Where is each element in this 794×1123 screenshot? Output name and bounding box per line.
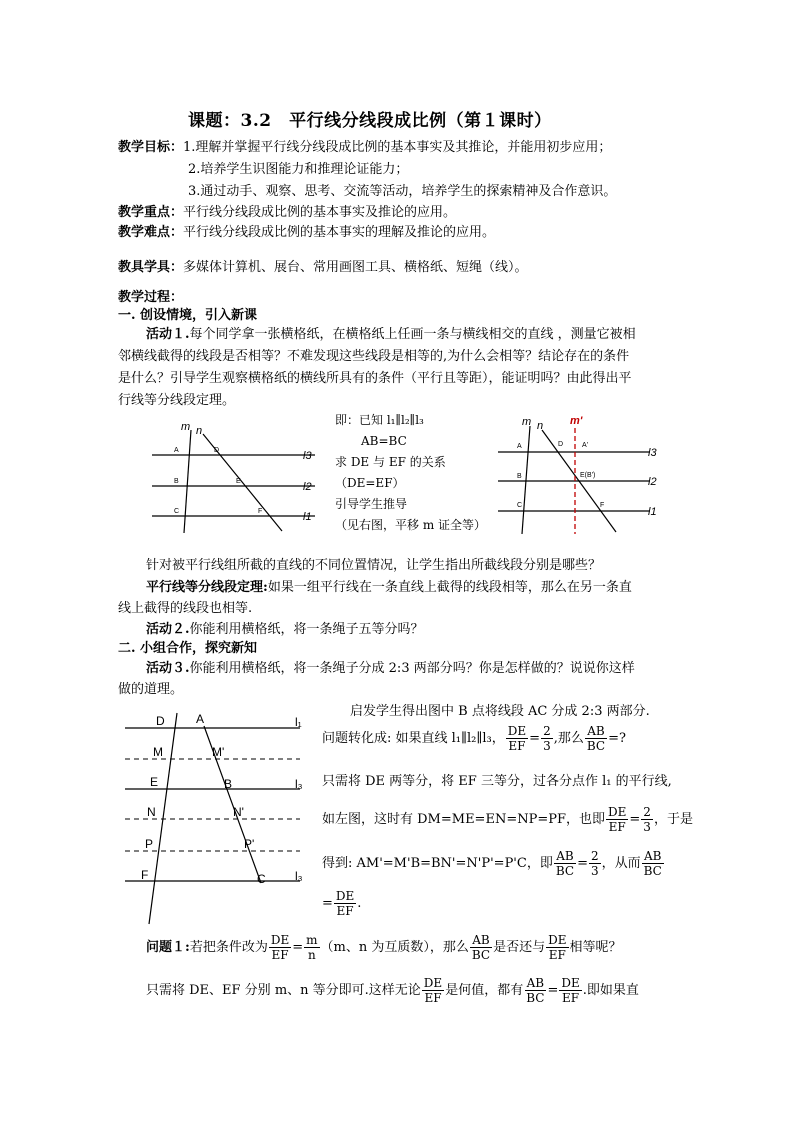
- fraction-den: BC: [586, 739, 606, 753]
- note-hint: （见右图，平移 m 证全等）: [335, 518, 487, 532]
- fig1-label-l2: l2: [303, 481, 312, 493]
- fig3-label-n: N: [147, 805, 156, 819]
- fraction-num: AB: [556, 849, 574, 863]
- fig2-label-e-b-prime: E(B'): [580, 472, 596, 479]
- fig3-label-m: M: [153, 745, 163, 759]
- fig2-label-m-prime: m': [570, 415, 583, 427]
- fraction-de-ef: [506, 724, 528, 753]
- difficulty-label: 教学难点：: [118, 225, 184, 240]
- fig3-label-b: B: [224, 777, 233, 791]
- goals-item-3: 3.通过动手、观察、思考、交流等活动，培养学生的探索精神及合作意识。: [188, 184, 617, 199]
- equals-sign: =: [629, 811, 641, 827]
- question-1-label: 问题１:: [146, 939, 190, 955]
- equals-sign: =: [577, 855, 588, 871]
- fraction-num: DE: [548, 933, 567, 947]
- fig3-label-p-prime: P': [244, 837, 255, 851]
- fraction-ab-bc: [642, 849, 664, 878]
- fraction-num: 2: [590, 849, 599, 863]
- equals-sign: =: [529, 730, 541, 746]
- activity-3-text-1: 你能利用横格纸，将一条绳子分成 2:3 两部分吗？你是怎样做的？说说你这样: [189, 661, 635, 676]
- theorem-text-1: 如果一组平行线在一条直线上截得的线段相等，那么在另一条直: [267, 580, 632, 595]
- fraction-den: EF: [548, 948, 566, 962]
- fraction-ab-bc: [554, 849, 576, 878]
- fraction-num: DE: [608, 805, 627, 819]
- fraction-2-3: [589, 849, 601, 878]
- fraction-den: BC: [643, 864, 662, 878]
- note-answer: （DE=EF）: [335, 476, 405, 490]
- tools-label: 教具学具：: [118, 260, 184, 275]
- note-given: 即：已知 l₁∥l₂∥l₃: [335, 413, 424, 427]
- fig2-label-l2: l2: [648, 476, 657, 488]
- fraction-num: 2: [543, 724, 551, 738]
- explain-obtain: 得到: AM'=M'B=BN'=N'P'=P'C，即: [322, 855, 553, 871]
- fig3-label-l1: l₁: [295, 715, 302, 729]
- last-text-b: 是何值，都有: [445, 982, 524, 998]
- fig3-label-l3-lower: l₃: [295, 869, 303, 883]
- fraction-num: 2: [643, 805, 651, 819]
- fraction-m-n: [304, 933, 319, 962]
- fig2-label-d: D: [558, 441, 564, 448]
- fraction-den: EF: [508, 739, 526, 753]
- fraction-2-3: [641, 805, 653, 834]
- explain-then: ,那么: [553, 730, 584, 746]
- explain-line-5: [322, 849, 665, 878]
- cases-paragraph: 针对被平行线组所截的直线的不同位置情况，让学生指出所截线段分别是哪些？: [146, 558, 602, 573]
- fraction-de-ef: [606, 805, 628, 834]
- activity-1-label: 活动１.: [146, 327, 190, 342]
- fig3-label-c: C: [257, 872, 266, 886]
- fraction-den: EF: [608, 820, 626, 834]
- goals-item-1: 1.理解并掌握平行线分线段成比例的基本事实及其推论，并能用初步应用；: [183, 140, 612, 155]
- fraction-den: BC: [471, 948, 491, 962]
- fig1-label-f: F: [258, 508, 263, 515]
- activity-2: [146, 620, 424, 640]
- equals-sign: =: [547, 982, 559, 998]
- question-1-text-c: （m、n 为互质数），那么: [320, 939, 469, 955]
- question-1-text-d: 是否还与: [493, 939, 546, 955]
- activity-3-line-1: [146, 659, 635, 679]
- fraction-num: AB: [644, 849, 662, 863]
- period: .: [357, 895, 362, 911]
- key-point-text: 平行线分线段成比例的基本事实及推论的应用。: [183, 205, 457, 220]
- fraction-den: EF: [336, 904, 354, 918]
- fraction-de-ef: [559, 976, 581, 1005]
- fig1-label-d: D: [214, 447, 220, 454]
- activity-2-text: 你能利用横格纸，将一条绳子五等分吗？: [189, 622, 424, 637]
- goals-label: 教学目标：: [118, 140, 184, 155]
- explain-line-2: [322, 724, 626, 753]
- fraction-den: EF: [561, 991, 580, 1005]
- explain-equal-segments: 如左图，这时有 DM=ME=EN=NP=PF，也即: [322, 811, 605, 827]
- last-line: [146, 976, 639, 1005]
- fig2-label-b: B: [517, 473, 522, 480]
- fraction-de-ef: [546, 933, 568, 962]
- theorem-line-1: [146, 578, 632, 598]
- fraction-num: m: [306, 933, 318, 947]
- fig1-label-n: n: [196, 425, 203, 437]
- fraction-num: AB: [526, 976, 545, 990]
- fig2-label-l3: l3: [648, 447, 657, 459]
- equals-sign: =: [292, 939, 304, 955]
- fraction-den: 3: [543, 739, 551, 753]
- fig3-label-p: P: [145, 837, 154, 851]
- question-1-text-e: 相等呢？: [569, 939, 622, 955]
- fraction-num: AB: [587, 724, 605, 738]
- fraction-num: DE: [423, 976, 443, 990]
- fraction-ab-bc: [524, 976, 546, 1005]
- tools: [118, 258, 528, 278]
- fraction-ab-bc: [470, 933, 492, 962]
- fig3-label-n-prime: N': [233, 805, 244, 819]
- figure-parallel-lines-1: [140, 415, 330, 535]
- fig3-label-e: E: [150, 775, 159, 789]
- last-text-d: .即如果直: [582, 982, 639, 998]
- fig1-label-b: B: [174, 478, 179, 485]
- fig3-label-l3-upper: l₃: [295, 777, 303, 791]
- fraction-num: DE: [507, 724, 527, 738]
- fraction-de-ef: [422, 976, 444, 1005]
- last-text-a: 只需将 DE、EF 分别 m、n 等分即可.这样无论: [146, 982, 421, 998]
- fraction-den: 3: [643, 820, 651, 834]
- figure-segment-division: [120, 708, 315, 926]
- fraction-num: DE: [270, 933, 290, 947]
- activity-2-label: 活动２.: [146, 622, 190, 637]
- fig2-label-a: A: [517, 443, 522, 450]
- note-find: 求 DE 与 EF 的关系: [335, 455, 446, 469]
- figure-parallel-lines-2: [490, 410, 670, 535]
- fig1-label-l1: l1: [303, 511, 312, 523]
- fig1-label-l3: l3: [303, 450, 312, 462]
- difficulty-text: 平行线分线段成比例的基本事实的理解及推论的应用。: [183, 225, 496, 240]
- explain-thus: ，于是: [653, 811, 693, 827]
- question-1: [146, 933, 622, 962]
- difficulty: [118, 223, 495, 243]
- key-point: [118, 203, 456, 223]
- fig2-label-n: n: [537, 420, 544, 432]
- section-2-heading: 二. 小组合作，探究新知: [118, 641, 258, 656]
- goals-line-1: [118, 138, 611, 158]
- fraction-den: EF: [424, 991, 442, 1005]
- activity-1-line-1: [146, 325, 636, 345]
- page-title: 课题：3.2 平行线分线段成比例（第１课时）: [188, 111, 552, 131]
- activity-1-line-3: 是什么？引导学生观察横格纸的横线所具有的条件（平行且等距），能证明吗？由此得出平: [118, 371, 632, 386]
- fraction-den: EF: [271, 948, 289, 962]
- fraction-de-ef: [269, 933, 291, 962]
- explain-hence: ，从而: [601, 855, 641, 871]
- theorem-label: 平行线等分线段定理:: [146, 580, 268, 595]
- explain-question: =?: [608, 730, 626, 746]
- equals-sign: =: [322, 895, 333, 911]
- figure-note: [335, 410, 486, 536]
- fig2-label-l1: l1: [648, 506, 657, 518]
- fraction-de-ef: [334, 889, 356, 918]
- fraction-den: n: [307, 948, 316, 962]
- activity-1-line-2: 邻横线截得的线段是否相等？不难发现这些线段是相等的,为什么会相等？结论存在的条件: [118, 349, 630, 364]
- key-point-label: 教学重点：: [118, 205, 184, 220]
- fraction-den: 3: [590, 864, 599, 878]
- explain-problem: 问题转化成: 如果直线 l₁∥l₂∥l₃，: [322, 730, 505, 746]
- question-1-text-a: 若把条件改为: [189, 939, 268, 955]
- theorem-line-2: 线上截得的线段也相等.: [118, 601, 253, 616]
- process-label: 教学过程：: [118, 290, 184, 305]
- fig3-label-a: A: [196, 712, 205, 726]
- explain-line-4: [322, 805, 693, 834]
- fig3-label-m-prime: M': [212, 745, 225, 759]
- fraction-num: DE: [335, 889, 355, 903]
- section-1-heading: 一. 创设情境，引入新课: [118, 308, 258, 323]
- fraction-den: BC: [526, 991, 545, 1005]
- fraction-num: DE: [561, 976, 580, 990]
- fig2-label-a-prime: A': [582, 442, 589, 449]
- fig1-label-c: C: [174, 508, 180, 515]
- tools-text: 多媒体计算机、展台、常用画图工具、横格纸、短绳（线）。: [183, 260, 528, 275]
- fraction-ab-bc: [585, 724, 607, 753]
- fig1-label-e: E: [236, 478, 241, 485]
- activity-1-text-1: 每个同学拿一张横格纸，在横格纸上任画一条与横线相交的直线 ，测量它被相: [189, 327, 636, 342]
- explain-line-1: 启发学生得出图中 B 点将线段 AC 分成 2:3 两部分.: [350, 704, 650, 719]
- explain-line-3: 只需将 DE 两等分，将 EF 三等分，过各分点作 l₁ 的平行线,: [322, 774, 672, 789]
- fig1-label-a: A: [174, 447, 179, 454]
- activity-1-line-4: 行线等分线段定理。: [118, 393, 236, 408]
- note-ab-bc: AB=BC: [361, 434, 407, 448]
- fig2-label-m: m: [522, 416, 532, 428]
- goals-item-2: 2.培养学生识图能力和推理论证能力；: [188, 162, 409, 177]
- fig3-label-f: F: [141, 868, 149, 882]
- fig2-label-f: F: [600, 502, 605, 509]
- note-guide: 引导学生推导: [335, 497, 408, 511]
- fraction-den: BC: [555, 864, 575, 878]
- fraction-2-3: [541, 724, 553, 753]
- fig1-label-m: m: [181, 421, 191, 433]
- fig2-label-c: C: [517, 502, 523, 509]
- fraction-num: AB: [472, 933, 490, 947]
- fig3-label-d: D: [156, 714, 165, 728]
- activity-3-label: 活动３.: [146, 661, 190, 676]
- explain-line-6: [322, 889, 361, 918]
- activity-3-line-2: 做的道理。: [118, 682, 184, 697]
